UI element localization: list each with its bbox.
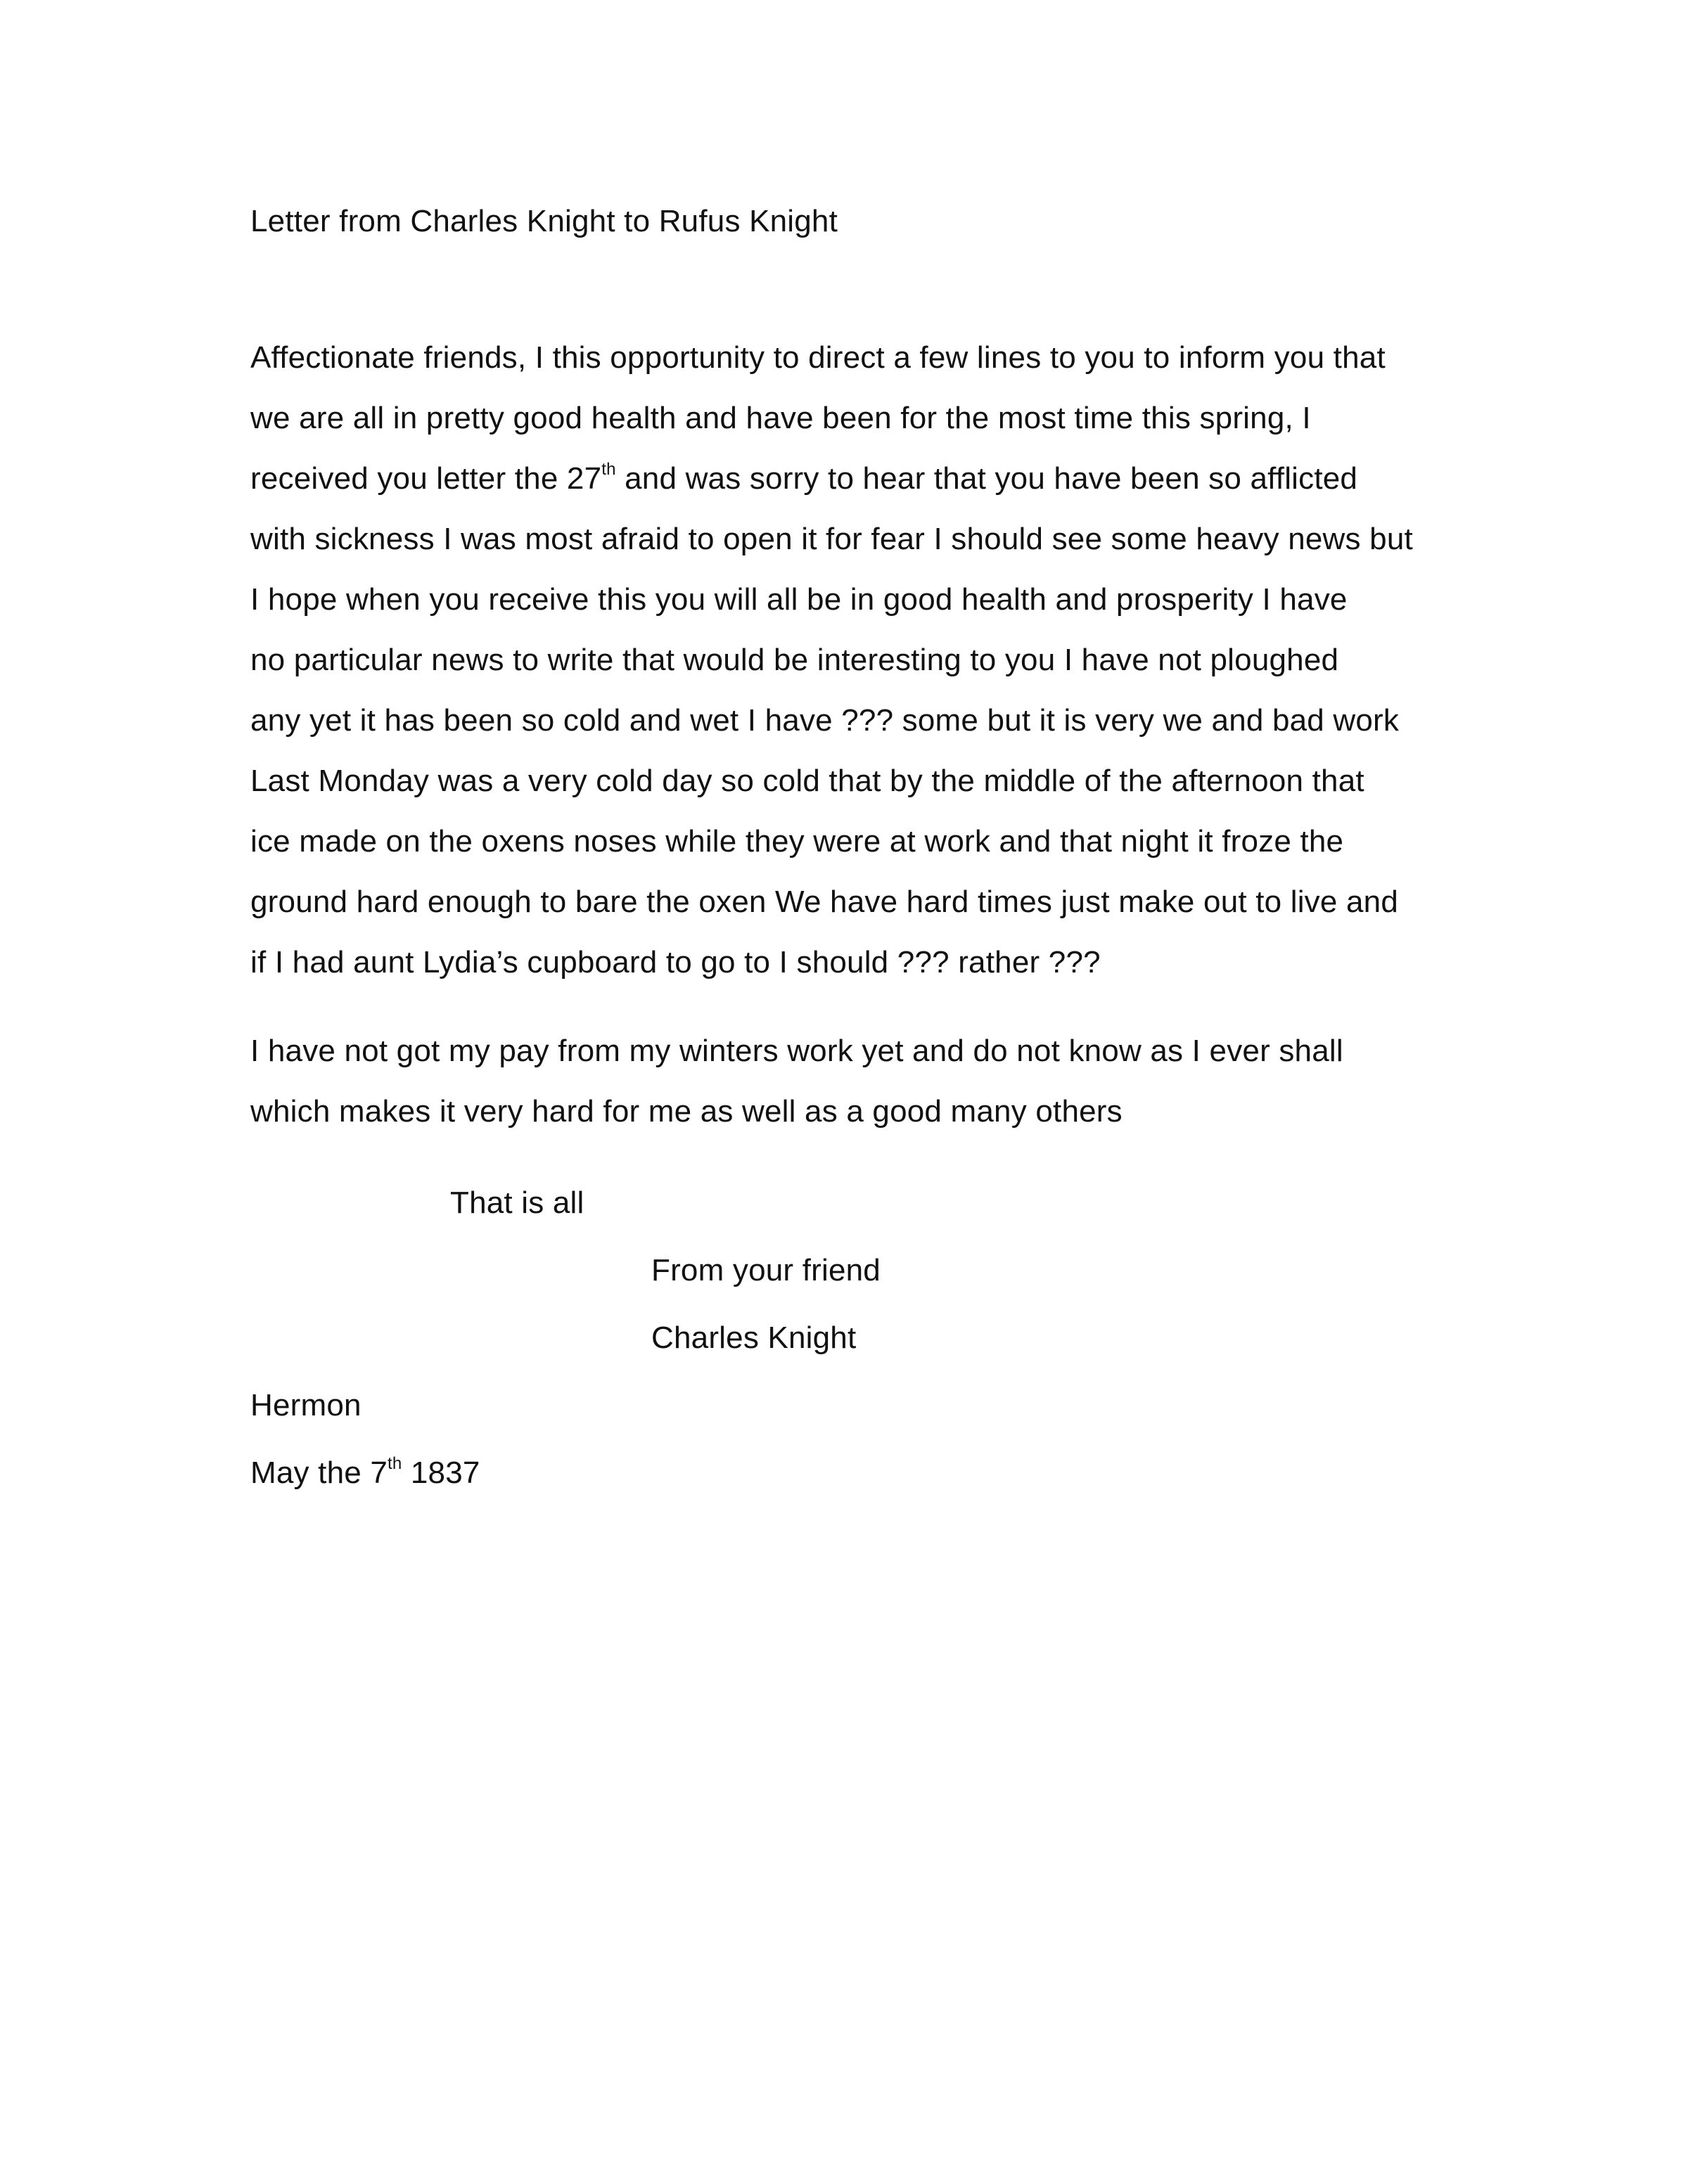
date-superscript: th xyxy=(388,1454,402,1474)
paragraph1-line5: I hope when you receive this you will all be in good health and prosperity I have xyxy=(250,582,1348,617)
place-name: Hermon xyxy=(250,1388,362,1422)
paragraph1-line3-after: and was sorry to hear that you have been so afflicted xyxy=(615,461,1358,496)
date-before: May the 7 xyxy=(250,1456,388,1490)
letter-title: Letter from Charles Knight to Rufus Knight xyxy=(250,204,838,238)
paragraph2-line1: I have not got my pay from my winters work yet and do not know as I ever shall xyxy=(250,1034,1343,1068)
paragraph1-line7: any yet it has been so cold and wet I have ??? some but it is very we and bad work xyxy=(250,703,1400,738)
paragraph1-line3-before: received you letter the 27 xyxy=(250,461,602,496)
signature: Charles Knight xyxy=(651,1321,857,1355)
paragraph1-line2: we are all in pretty good health and have been for the most time this spring, I xyxy=(250,401,1311,435)
paragraph1-line4: with sickness I was most afraid to open it for fear I should see some heavy news but xyxy=(250,522,1413,556)
paragraph1-line11: if I had aunt Lydia’s cupboard to go to I should ??? rather ??? xyxy=(250,945,1101,979)
paragraph1-line3-superscript: th xyxy=(601,460,616,480)
paragraph1-line9: ice made on the oxens noses while they were at work and that night it froze the xyxy=(250,824,1344,859)
paragraph1-line10: ground hard enough to bare the oxen We have hard times just make out to live and xyxy=(250,885,1398,919)
paragraph1-line8: Last Monday was a very cold day so cold that by the middle of the afternoon that xyxy=(250,764,1364,798)
paragraph2-line2: which makes it very hard for me as well as a good many others xyxy=(250,1094,1123,1129)
closing-line: That is all xyxy=(450,1186,584,1220)
letter-date xyxy=(250,1443,480,1503)
paragraph1-line1: Affectionate friends, I this opportunity to direct a few lines to you to inform you that xyxy=(250,340,1386,375)
date-after: 1837 xyxy=(402,1456,480,1490)
paragraph1-line3 xyxy=(250,449,1357,509)
paragraph1-line6: no particular news to write that would be interesting to you I have not ploughed xyxy=(250,643,1339,677)
valediction: From your friend xyxy=(651,1253,881,1287)
